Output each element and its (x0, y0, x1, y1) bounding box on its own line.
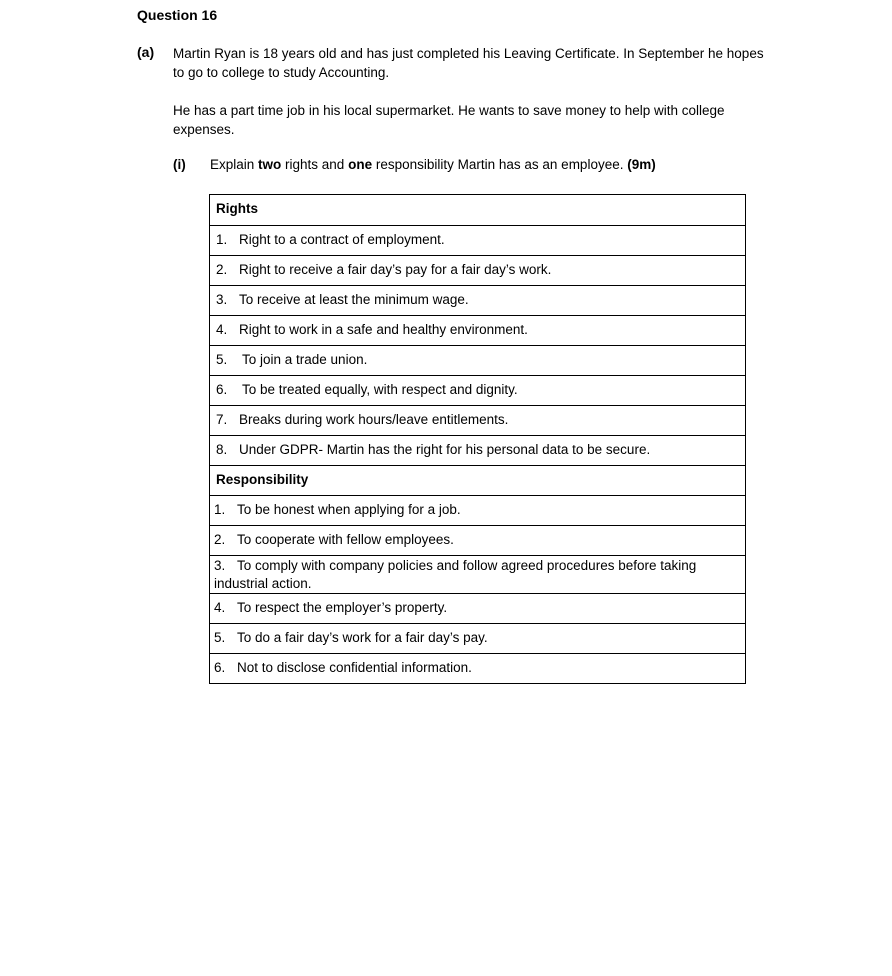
row-number: 7. (216, 412, 228, 427)
sub-question-bold: two (258, 157, 282, 172)
table-row (210, 593, 745, 623)
row-number: 6. (216, 382, 228, 397)
table-row (210, 405, 745, 435)
row-number: 1. (216, 232, 228, 247)
row-text: Right to a contract of employment. (239, 232, 445, 247)
row-text: To join a trade union. (242, 352, 368, 367)
row-number: 5. (214, 630, 226, 645)
row-text: Right to receive a fair day’s pay for a fair day’s work. (239, 262, 552, 277)
row-text: To be treated equally, with respect and dignity. (242, 382, 518, 397)
table-row (210, 653, 745, 683)
question-title: Question 16 (137, 7, 218, 23)
row-text: To do a fair day’s work for a fair day’s pay. (237, 630, 488, 645)
sub-question-bold: one (348, 157, 373, 172)
table-row (210, 555, 745, 593)
table-row (210, 435, 745, 465)
table-row (210, 623, 745, 653)
row-number: 2. (214, 532, 226, 547)
table-row (210, 315, 745, 345)
table-row (210, 255, 745, 285)
scenario-paragraph-1: Martin Ryan is 18 years old and has just completed his Leaving Certificate. In September he hopes to go to college to study Accounting. (173, 46, 764, 80)
table-row (210, 525, 745, 555)
row-number: 3. (216, 292, 228, 307)
row-number: 4. (216, 322, 228, 337)
row-number: 2. (216, 262, 228, 277)
answer-table (209, 194, 746, 684)
table-row (210, 495, 745, 525)
row-number: 5. (216, 352, 228, 367)
row-text: Right to work in a safe and healthy environment. (239, 322, 528, 337)
sub-question-text-part: rights and (281, 157, 349, 172)
sub-question-text-part: Explain (210, 157, 259, 172)
row-number: 4. (214, 600, 226, 615)
rights-heading: Rights (216, 201, 258, 216)
scenario-paragraph-2: He has a part time job in his local supermarket. He wants to save money to help with college expenses. (173, 103, 725, 137)
responsibility-heading: Responsibility (210, 465, 745, 495)
sub-question-label: (i) (173, 157, 186, 172)
row-text: Not to disclose confidential information. (237, 660, 472, 675)
row-text: To comply with company policies and follow agreed procedures before taking industrial action. (214, 558, 697, 591)
row-text: To cooperate with fellow employees. (237, 532, 454, 547)
row-text: Under GDPR- Martin has the right for his personal data to be secure. (239, 442, 651, 457)
row-number: 3. (214, 558, 226, 573)
sub-question-text-part: responsibility Martin has as an employee. (372, 157, 628, 172)
table-row (210, 345, 745, 375)
part-label: (a) (137, 44, 155, 60)
table-row (210, 225, 745, 255)
table-row (210, 285, 745, 315)
row-text: To receive at least the minimum wage. (239, 292, 469, 307)
row-number: 1. (214, 502, 226, 517)
row-text: Breaks during work hours/leave entitlements. (239, 412, 509, 427)
row-number: 6. (214, 660, 226, 675)
sub-question-marks: (9m) (627, 157, 656, 172)
sub-question-text (210, 157, 656, 172)
row-text: To be honest when applying for a job. (237, 502, 461, 517)
table-row (210, 375, 745, 405)
row-text: To respect the employer’s property. (237, 600, 448, 615)
row-number: 8. (216, 442, 228, 457)
